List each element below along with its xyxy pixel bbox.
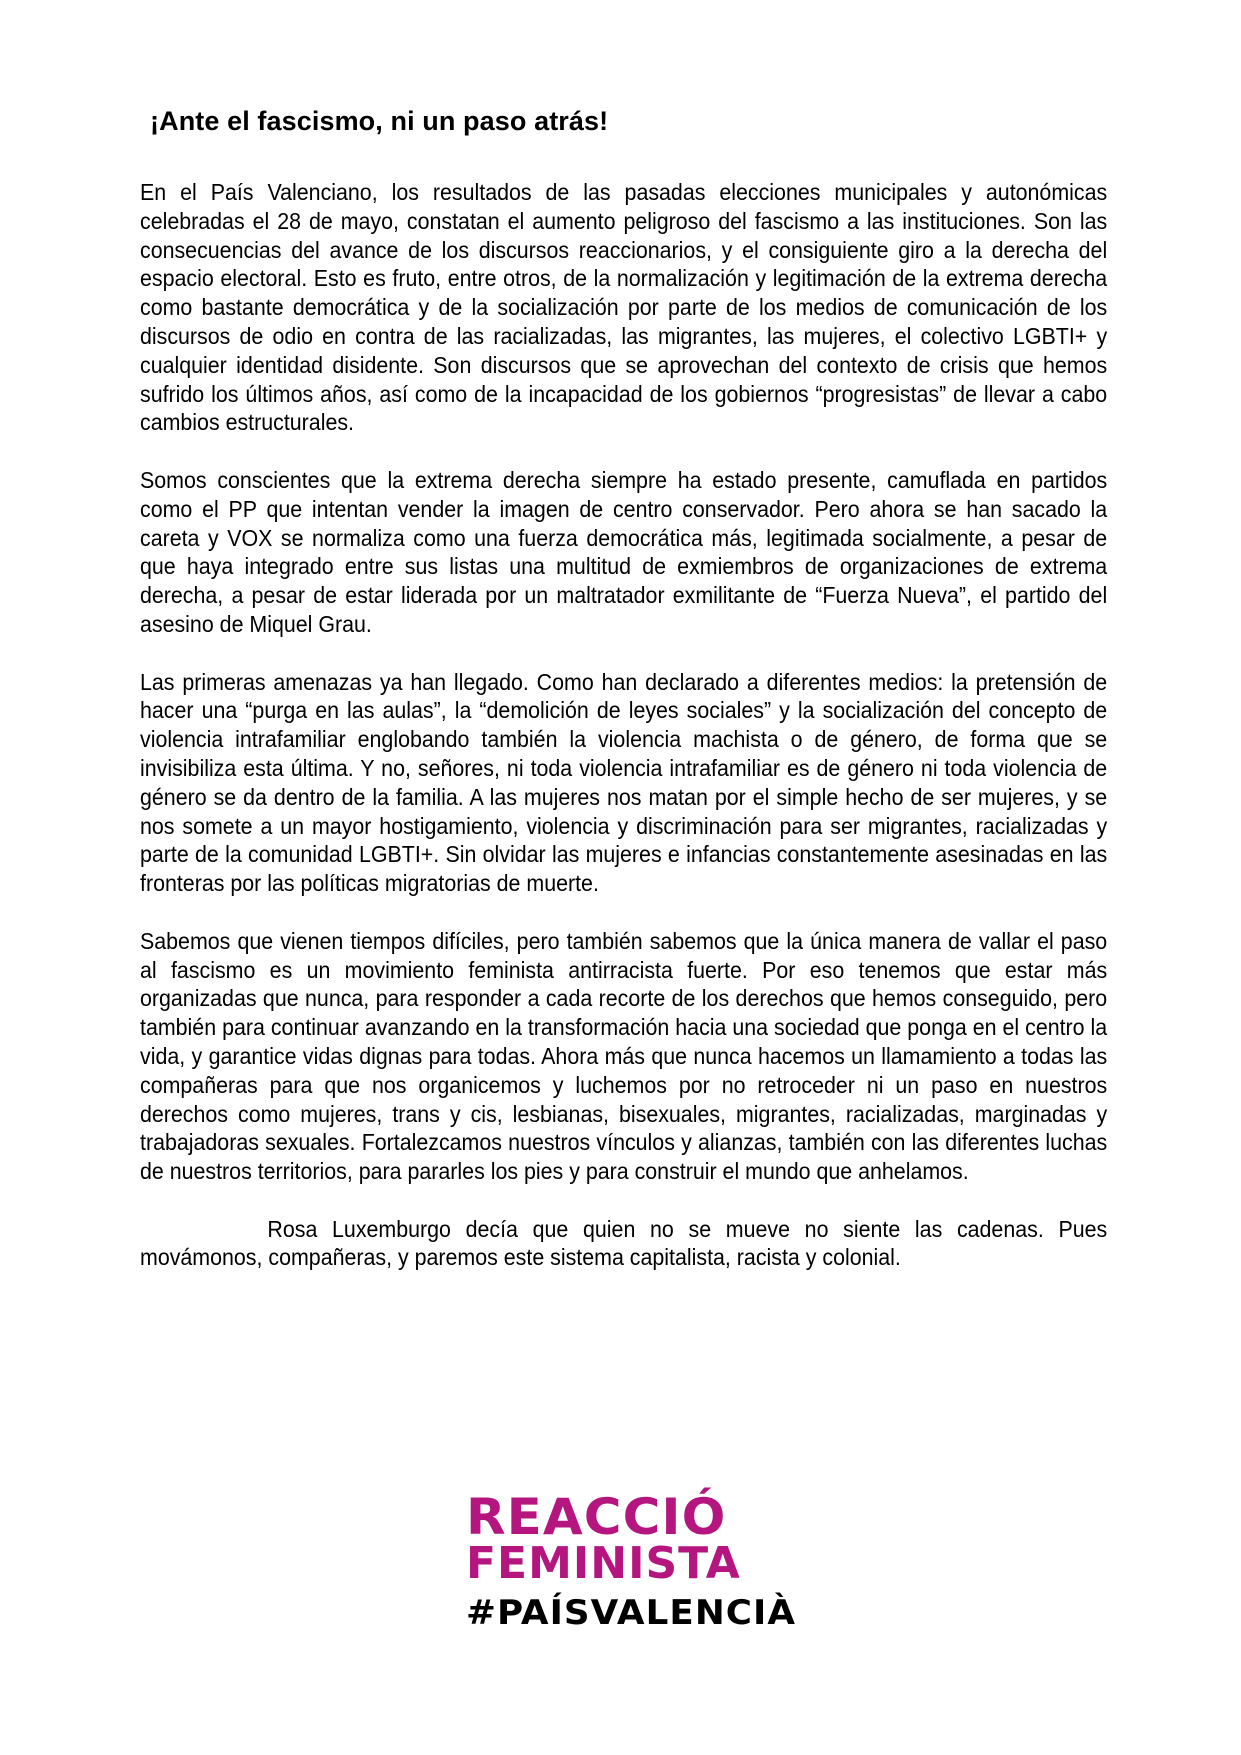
paragraph-1: En el País Valenciano, los resultados de las pasadas elecciones municipales y autonómicas celebradas el 28 de mayo, constatan el aumento peligroso del fascismo a las instituciones. Son las consecuencias del avance de los discursos reaccionarios, y el consiguiente giro a la derecha del espacio electoral. Esto es fruto, entre otros, de la normalización y legitimación de la extrema derecha como bastante democrática y de la socialización por parte de los medios de comunicación de los discursos de odio en contra de las racializadas, las migrantes, las mujeres, el colectivo LGBTI+ y cualquier identidad disidente. Son discursos que se aprovechan del contexto de crisis que hemos sufrido los últimos años, así como de la incapacidad de los gobiernos “progresistas” de llevar a cabo cambios estructurales.	[140, 179, 1108, 436]
paragraph-3: Las primeras amenazas ya han llegado. Como han declarado a diferentes medios: la pretensión de hacer una “purga en las aulas”, la “demolición de leyes sociales” y la socialización del concepto de violencia intrafamiliar englobando también la violencia machista o de género, de forma que se invisibiliza esta última. Y no, señores, ni toda violencia intrafamiliar es de género ni toda violencia de género se da dentro de la familia. A las mujeres nos matan por el simple hecho de ser mujeres, y se nos somete a un mayor hostigamiento, violencia y discriminación para ser migrantes, racializadas y parte de la comunidad LGBTI+. Sin olvidar las mujeres e infancias constantemente asesinadas en las fronteras por las políticas migratorias de muerte.	[140, 668, 1108, 897]
closing-paragraph: Rosa Luxemburgo decía que quien no se mueve no siente las cadenas. Pues movámonos, compañeras, y paremos este sistema capitalista, racista y colonial.	[140, 1215, 1108, 1271]
reaccio-feminista-logo	[466, 1488, 797, 1633]
logo-line-reaccio: REACCIÓ	[466, 1488, 727, 1546]
logo-hashtag-pais-valencia: #PAÍSVALENCIÀ	[466, 1593, 797, 1633]
document-body	[140, 178, 1107, 1272]
logo-line-feminista: FEMINISTA	[466, 1538, 741, 1589]
paragraph-2: Somos conscientes que la extrema derecha siempre ha estado presente, camuflada en partidos como el PP que intentan vender la imagen de centro conservador. Pero ahora se han sacado la careta y VOX se normaliza como una fuerza democrática más, legitimada socialmente, a pesar de que haya integrado entre sus listas una multitud de exmiembros de organizaciones de extrema derecha, a pesar de estar liderada por un maltratador exmilitante de “Fuerza Nueva”, el partido del asesino de Miquel Grau.	[140, 466, 1108, 637]
paragraph-4: Sabemos que vienen tiempos difíciles, pero también sabemos que la única manera de vallar el paso al fascismo es un movimiento feminista antirracista fuerte. Por eso tenemos que estar más organizadas que nunca, para responder a cada recorte de los derechos que hemos conseguido, pero también para continuar avanzando en la transformación hacia una sociedad que ponga en el centro la vida, y garantice vidas dignas para todas. Ahora más que nunca hacemos un llamamiento a todas las compañeras para que nos organicemos y luchemos por no retroceder ni un paso en nuestros derechos como mujeres, trans y cis, lesbianas, bisexuales, migrantes, racializadas, marginadas y trabajadoras sexuales. Fortalezcamos nuestros vínculos y alianzas, también con las diferentes luchas de nuestros territorios, para pararles los pies y para construir el mundo que anhelamos.	[140, 927, 1108, 1185]
document-title: ¡Ante el fascismo, ni un paso atrás!	[150, 106, 609, 136]
